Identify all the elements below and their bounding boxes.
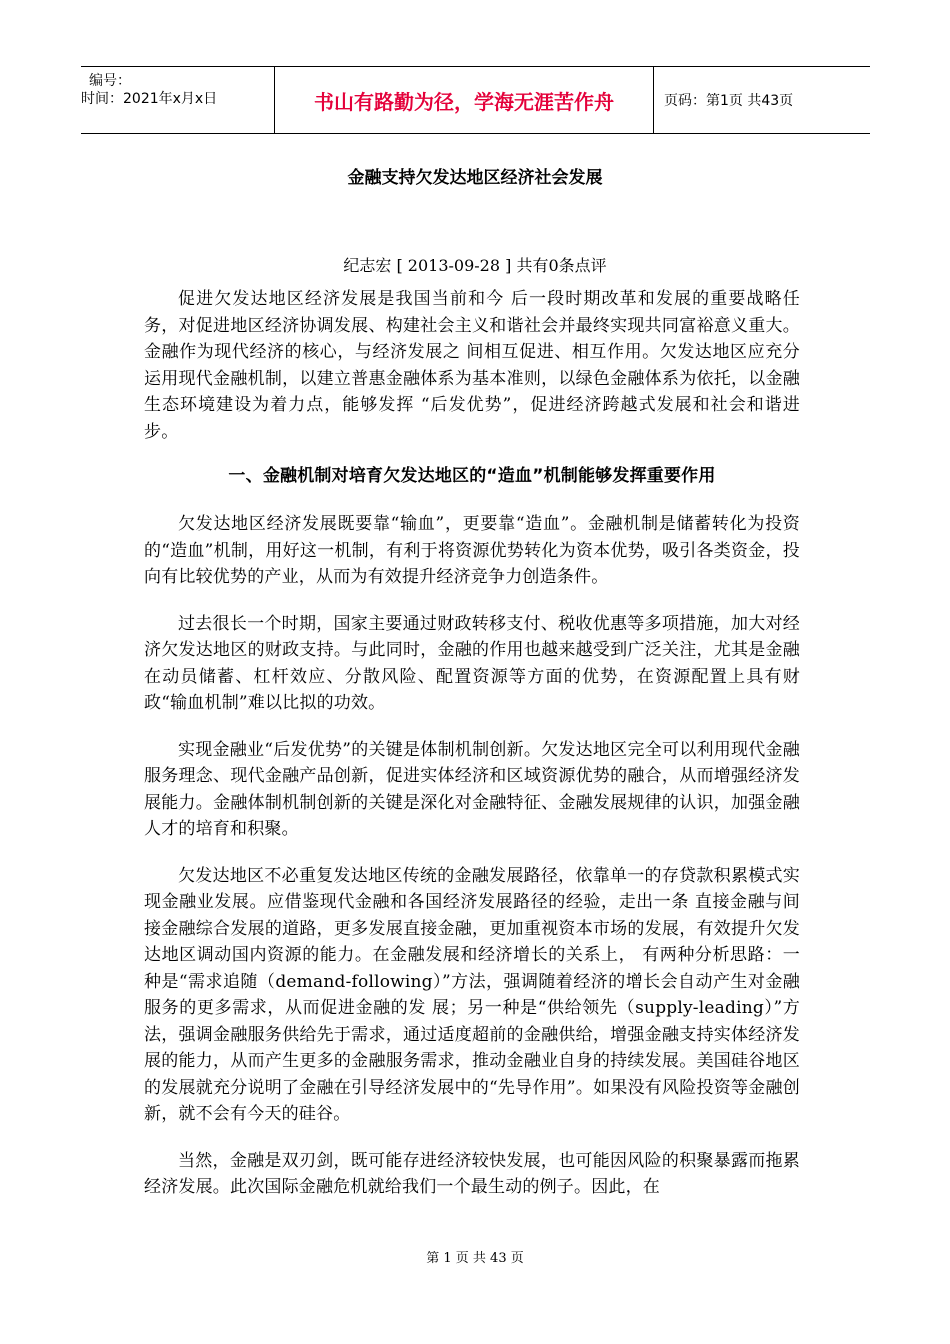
page-label: 页码：第1页 共43页 (664, 93, 794, 109)
number-label: 编号： (89, 73, 131, 89)
paragraph: 欠发达地区经济发展既要靠“输血”，更要靠“造血”。金融机制是储蓄转化为投资的“造血”机制，用好这一机制，有利于将资源优势转化为资本优势，吸引各类资金，投向有比较优势的产业，从而为有效提升经济竞争力创造条件。 (144, 514, 800, 587)
document-body (144, 286, 800, 1221)
time-label: 时间：2021年x月x日 (81, 91, 218, 107)
paragraph: 过去很长一个时期，国家主要通过财政转移支付、税收优惠等多项措施，加大对经济欠发达地区的财政支持。与此同时，金融的作用也越来越受到广泛关注，尤其是金融在动员储蓄、杠杆效应、分散风险、配置资源等方面的优势，在资源配置上具有财政“输血机制”难以比拟的功效。 (144, 613, 800, 713)
byline: 纪志宏 [ 2013-09-28 ] 共有0条点评 (343, 256, 607, 275)
paragraph: 欠发达地区不必重复发达地区传统的金融发展路径，依靠单一的存贷款积累模式实现金融业发展。应借鉴现代金融和各国经济发展路径的经验，走出一条 直接金融与间接金融综合发展的道路，更多发展直接金融，更加重视资本市场的发展，有效提升欠发达地区调动国内资源的能力。在金融发展和经济增长的关系上， 有两种分析思路：一种是“需求追随（demand-following）”方法，强调随着经济的增长会自动产生对金融服务的更多需求，从而促进金融的发 展；另一种是“供给领先（supply-leading）”方法，强调金融服务供给先于需求，通过适度超前的金融供给，增强金融支持实体经济发展的能力，从而产生更多的金融服务需求，推动金融业自身的持续发展。美国硅谷地区的发展就充分说明了金融在引导经济发展中的“先导作用”。如果没有风险投资等金融创 新，就不会有今天的硅谷。 (144, 865, 800, 1124)
paragraph: 实现金融业“后发优势”的关键是体制机制创新。欠发达地区完全可以利用现代金融服务理念、现代金融产品创新，促进实体经济和区域资源优势的融合，从而增强经济发展能力。金融体制机制创新的关键是深化对金融特征、金融发展规律的认识，加强金融人才的培育和积聚。 (144, 739, 800, 839)
page-footer: 第 1 页 共 43 页 (426, 1251, 524, 1266)
paragraph: 当然，金融是双刃剑，既可能存进经济较快发展，也可能因风险的积聚暴露而拖累经济发展。此次国际金融危机就给我们一个最生动的例子。因此，在 (144, 1150, 800, 1197)
document-title: 金融支持欠发达地区经济社会发展 (347, 168, 603, 188)
section-heading: 一、金融机制对培育欠发达地区的“造血”机制能够发挥重要作用 (228, 466, 716, 486)
motto: 书山有路勤为径，学海无涯苦作舟 (275, 67, 654, 133)
header-table (81, 66, 870, 134)
paragraph: 促进欠发达地区经济发展是我国当前和今 后一段时期改革和发展的重要战略任务，对促进地区经济协调发展、构建社会主义和谐社会并最终实现共同富裕意义重大。金融作为现代经济的核心，与经济发展之 间相互促进、相互作用。欠发达地区应充分运用现代金融机制，以建立普惠金融体系为基本准则，以绿色金融体系为依托，以金融生态环境建设为着力点，能够发挥 “后发优势”，促进经济跨越式发展和社会和谐进步。 (144, 289, 800, 442)
header-left-cell (81, 67, 275, 133)
